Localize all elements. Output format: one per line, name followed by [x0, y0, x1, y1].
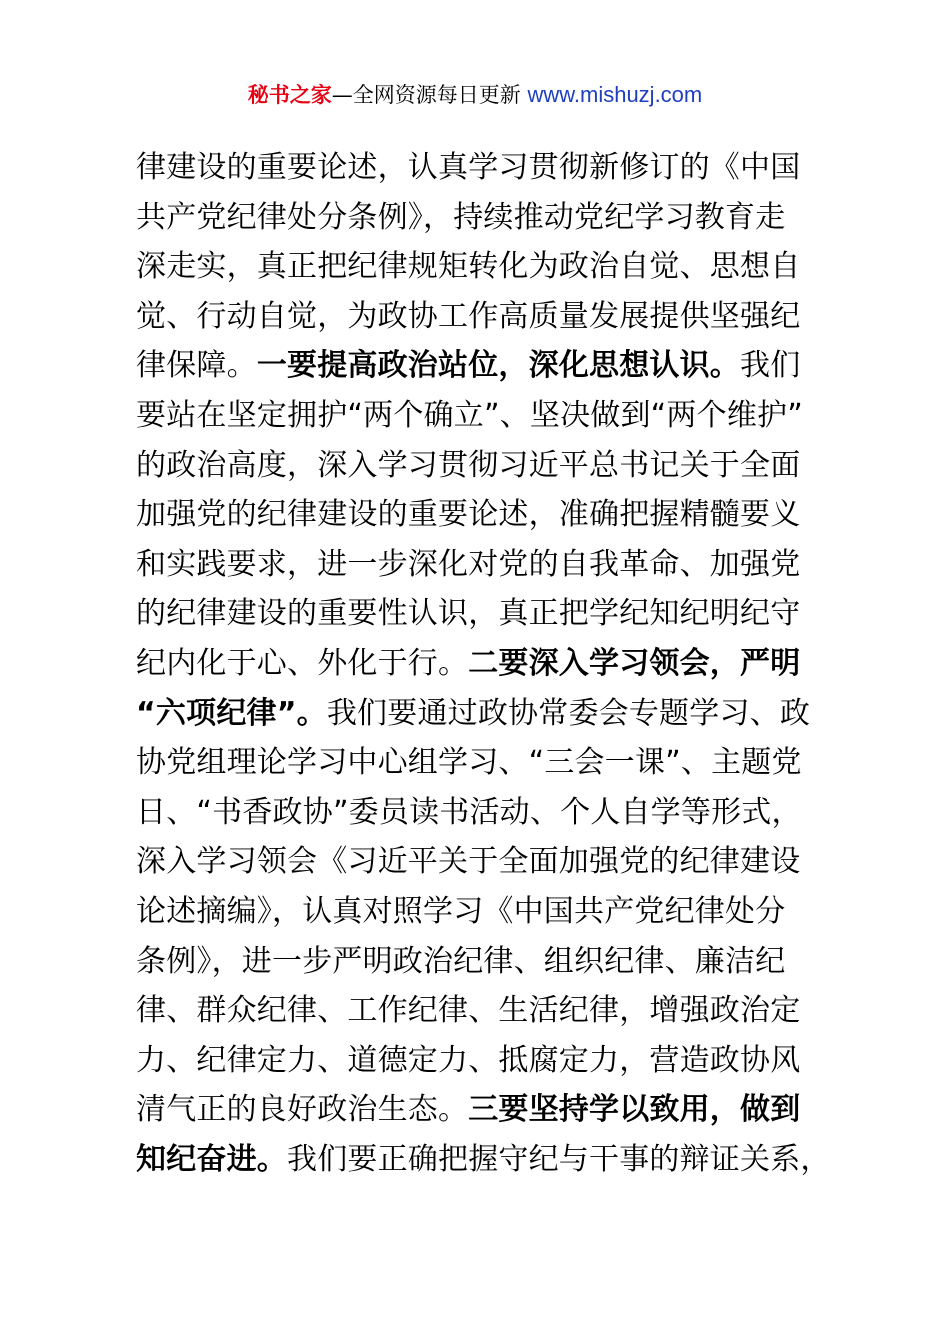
site-header	[0, 78, 950, 112]
body-text: 我们	[740, 348, 801, 384]
text-line	[136, 193, 816, 243]
text-line	[136, 589, 816, 639]
body-text: 纪内化于心、外化于行。	[136, 645, 469, 681]
text-line	[136, 391, 816, 441]
body-text: 清气正的良好政治生态。	[136, 1092, 469, 1128]
body-text: 要站在坚定拥护“两个确立”、坚决做到“两个维护”	[136, 397, 803, 433]
body-text: 加强党的纪律建设的重要论述，准确把握精髓要义	[136, 497, 801, 533]
body-text: 律保障。	[136, 348, 257, 384]
body-text: 和实践要求，进一步深化对党的自我革命、加强党	[136, 546, 801, 582]
body-text: 条例》，进一步严明政治纪律、组织纪律、廉洁纪	[136, 943, 786, 979]
body-text: 日、“书香政协”委员读书活动、个人自学等形式，	[136, 794, 802, 830]
bold-heading-text: 一要提高政治站位，深化思想认识。	[256, 348, 741, 384]
body-text: 深走实，真正把纪律规矩转化为政治自觉、思想自	[136, 249, 801, 285]
text-line	[136, 837, 816, 887]
body-text: 深入学习领会《习近平关于全面加强党的纪律建设	[136, 844, 801, 880]
bold-heading-text: 知纪奋进。	[136, 1141, 287, 1177]
body-text: 律、群众纪律、工作纪律、生活纪律，增强政治定	[136, 993, 801, 1029]
text-line	[136, 937, 816, 987]
text-line	[136, 1036, 816, 1086]
site-url-link[interactable]: www.mishuzj.com	[527, 82, 703, 107]
text-line	[136, 788, 816, 838]
text-line	[136, 1085, 816, 1135]
text-line	[136, 540, 816, 590]
text-line	[136, 887, 816, 937]
body-text: 的政治高度，深入学习贯彻习近平总书记关于全面	[136, 447, 801, 483]
site-tagline: —全网资源每日更新	[331, 83, 528, 107]
bold-heading-text: 二要深入学习领会，严明	[468, 645, 801, 681]
body-text: 协党组理论学习中心组学习、“三会一课”、主题党	[136, 745, 802, 781]
text-line	[136, 490, 816, 540]
text-line	[136, 689, 816, 739]
text-line	[136, 341, 816, 391]
text-line	[136, 738, 816, 788]
text-line	[136, 242, 816, 292]
body-text: 我们要通过政协常委会专题学习、政	[326, 695, 811, 731]
body-text: 论述摘编》，认真对照学习《中国共产党纪律处分	[136, 893, 786, 929]
body-text: 律建设的重要论述，认真学习贯彻新修订的《中国	[136, 150, 801, 185]
bold-heading-text: 三要坚持学以致用，做到	[468, 1092, 801, 1128]
body-text: 共产党纪律处分条例》，持续推动党纪学习教育走	[136, 199, 786, 235]
text-line	[136, 441, 816, 491]
text-line	[136, 292, 816, 342]
body-text: 力、纪律定力、道德定力、抵腐定力，营造政协风	[136, 1042, 801, 1078]
document-body	[136, 143, 831, 1184]
text-line	[136, 143, 816, 193]
text-line	[136, 639, 816, 689]
body-text: 觉、行动自觉，为政协工作高质量发展提供坚强纪	[136, 298, 801, 334]
text-line	[136, 986, 816, 1036]
body-text: 我们要正确把握守纪与干事的辩证关系，	[287, 1141, 831, 1177]
site-brand: 秘书之家	[247, 83, 332, 107]
text-line	[136, 1135, 831, 1185]
bold-heading-text: “六项纪律”。	[136, 695, 327, 731]
body-text: 的纪律建设的重要性认识，真正把学纪知纪明纪守	[136, 596, 801, 632]
